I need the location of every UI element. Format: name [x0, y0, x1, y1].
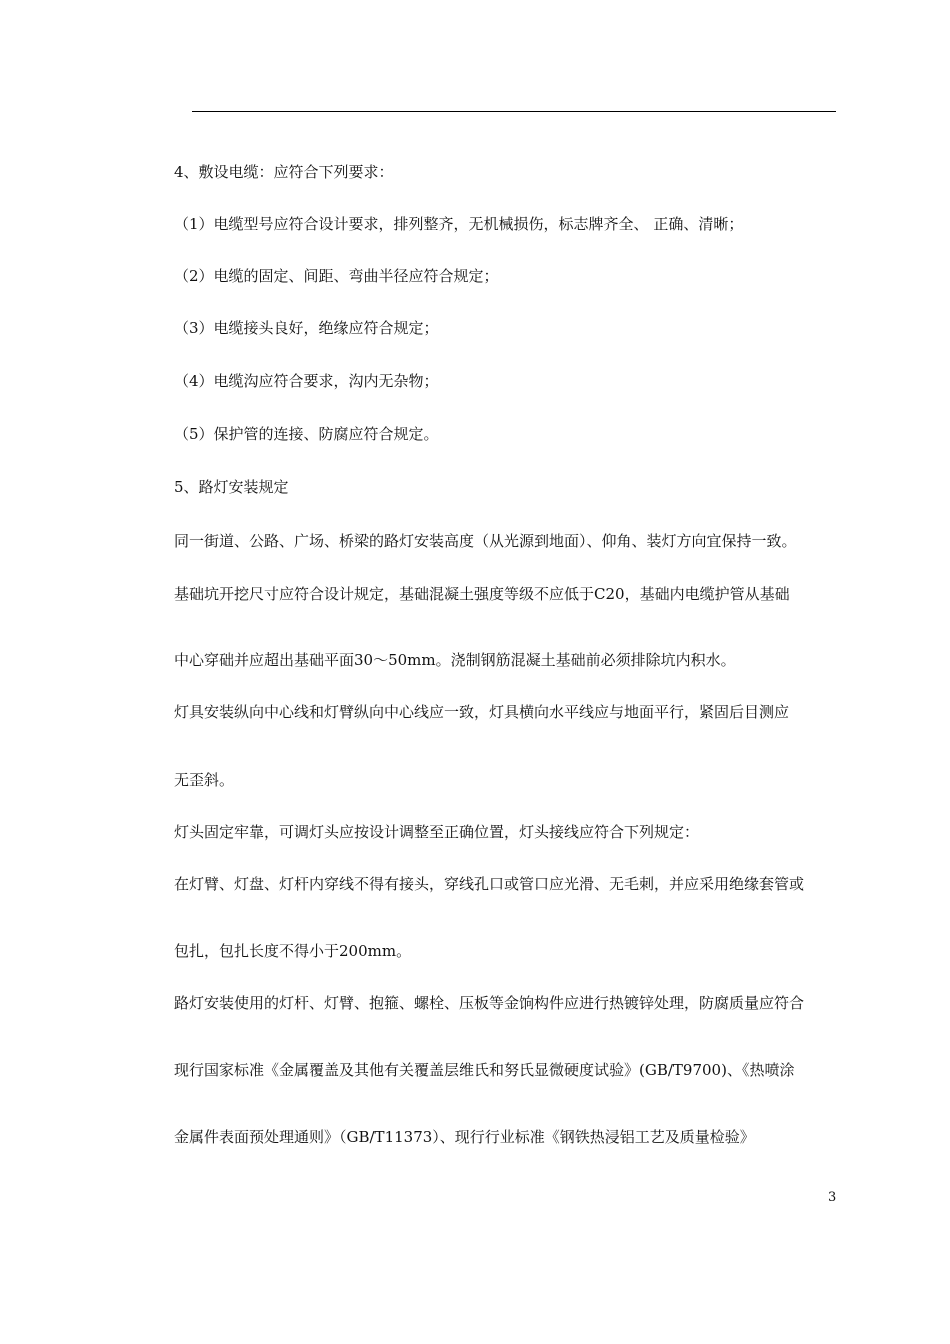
text-line: 现行国家标准《金属覆盖及其他有关覆盖层维氏和努氏显微硬度试验》(GB/T9700)、《热喷涂: [174, 1061, 795, 1079]
text-line: 基础坑开挖尺寸应符合设计规定，基础混凝土强度等级不应低于C20，基础内电缆护管从基础: [174, 585, 790, 603]
text-line: 路灯安装使用的灯杆、灯臂、抱箍、螺栓、压板等金饷构件应进行热镀锌处理，防腐质量应符合: [174, 994, 805, 1012]
text-line: 在灯臂、灯盘、灯杆内穿线不得有接头，穿线孔口或管口应光滑、无毛刺，并应采用绝缘套管或: [174, 875, 805, 893]
text-line: （5）保护管的连接、防腐应符合规定。: [174, 425, 439, 443]
text-line: 灯头固定牢靠，可调灯头应按设计调整至正确位置，灯头接线应符合下列规定：: [174, 823, 700, 841]
text-line: 无歪斜。: [174, 771, 235, 789]
text-line: 中心穿础并应超出基础平面30～50mm。浇制钢筋混凝土基础前必须排除坑内积水。: [174, 651, 736, 669]
page-number: 3: [828, 1190, 837, 1205]
text-line: （3）电缆接头良好，绝缘应符合规定；: [174, 319, 439, 337]
text-line: （4）电缆沟应符合要求，沟内无杂物；: [174, 372, 439, 390]
text-line: 灯具安装纵向中心线和灯臂纵向中心线应一致，灯具横向水平线应与地面平行，紧固后目测应: [174, 703, 790, 721]
text-line: 同一街道、公路、广场、桥梁的路灯安装高度（从光源到地面）、仰角、装灯方向宜保持一致。: [174, 532, 797, 550]
text-line: 4、敷设电缆：应符合下列要求：: [174, 163, 394, 181]
section-heading: 5、路灯安装规定: [174, 478, 289, 496]
header-rule: [192, 111, 836, 112]
text-line: 包扎，包扎长度不得小于200mm。: [174, 942, 412, 960]
text-line: （1）电缆型号应符合设计要求，排列整齐，无机械损伤，标志牌齐全、 正确、清晰；: [174, 215, 744, 233]
text-line: （2）电缆的固定、间距、弯曲半径应符合规定；: [174, 267, 499, 285]
text-line: 金属件表面预处理通则》（GB/T11373）、现行行业标准《钢铁热浸铝工艺及质量检验》: [174, 1128, 755, 1146]
